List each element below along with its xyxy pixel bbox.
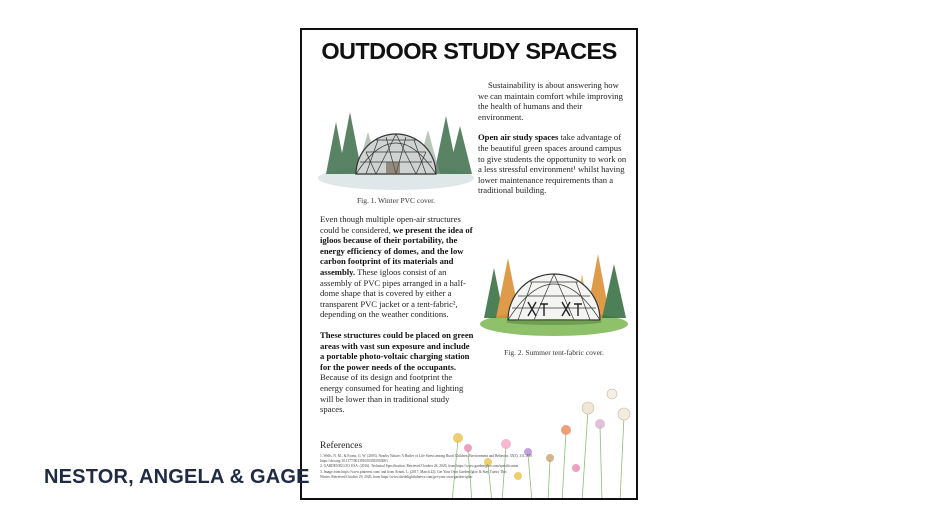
- igloo-highlight: we present the idea of igloos because of their portability, the energy efficiency of domes, and the low carbon footprint of its materials and assembly.: [320, 224, 473, 277]
- references-list: [320, 454, 560, 480]
- reference-item: 3. Image from https://www.pinterest.com/ and from Arnott, L. (2017, March 22). Get Your Own Garden Igloo & Stay Toasty This: [320, 469, 507, 474]
- open-air-paragraph: [478, 132, 628, 196]
- presenters-names: NESTOR, ANGELA & GAGE: [44, 466, 310, 488]
- igloo-details: These igloos consist of an assembly of PVC pipes arranged in a half-dome shape that is covered by either a transparent PVC jacket or a tent-fabric², depending on the weather conditions.: [320, 266, 466, 320]
- references-heading: References: [320, 441, 363, 451]
- poster-title: OUTDOOR STUDY SPACES: [321, 38, 617, 64]
- intro-paragraph: Sustainability is about answering how we can maintain comfort while improving the health of humans and their environment.: [478, 80, 623, 122]
- placement-details: Because of its design and footprint the energy consumed for heating and lighting will be lower than in traditional study spaces.: [320, 372, 464, 415]
- reference-item: https://doi.org/10.1177/0013916503035003001: [320, 459, 388, 464]
- reference-item: 1. Wells, N. M., & Evans, G. W. (2003). Nearby Nature: A Buffer of Life Stress among Rural Children. Environment and Behavior, 35(3), 311–330.: [320, 454, 533, 458]
- wildflowers-illustration: [432, 380, 638, 500]
- igloo-intro: Even though multiple open-air structures could be considered,: [320, 214, 461, 235]
- open-air-text: take advantage of the beautiful green spaces around campus to give students the opportunity to work on a less stressful environment¹ whilst having lower maintenance requirements than a traditional building.: [478, 132, 627, 196]
- open-air-heading: Open air study spaces: [478, 132, 559, 143]
- reference-item: Winter. Retrieved October 29, 2020, from https://www.thedelightfulnews.com/get-your-own-garden-igloo: [320, 474, 473, 479]
- igloo-paragraph: [320, 214, 476, 320]
- figure-2-caption: Fig. 2. Summer tent-fabric cover.: [504, 348, 604, 357]
- summer-dome-illustration: [478, 218, 630, 338]
- placement-highlight: These structures could be placed on green areas with vast sun exposure and include a portable photo-voltaic charging station for the power needs of the occupants.: [320, 329, 474, 372]
- figure-1-caption: Fig. 1. Winter PVC cover.: [356, 196, 436, 205]
- poster: [300, 28, 638, 500]
- reference-item: 2. GARDENIGLOO USA. (2016). Technical Specification. Retrieved October 26, 2020, from https://www.gardenigloo.com/specification: [320, 464, 519, 469]
- right-column-text: [478, 80, 628, 206]
- winter-dome-illustration: [316, 82, 476, 192]
